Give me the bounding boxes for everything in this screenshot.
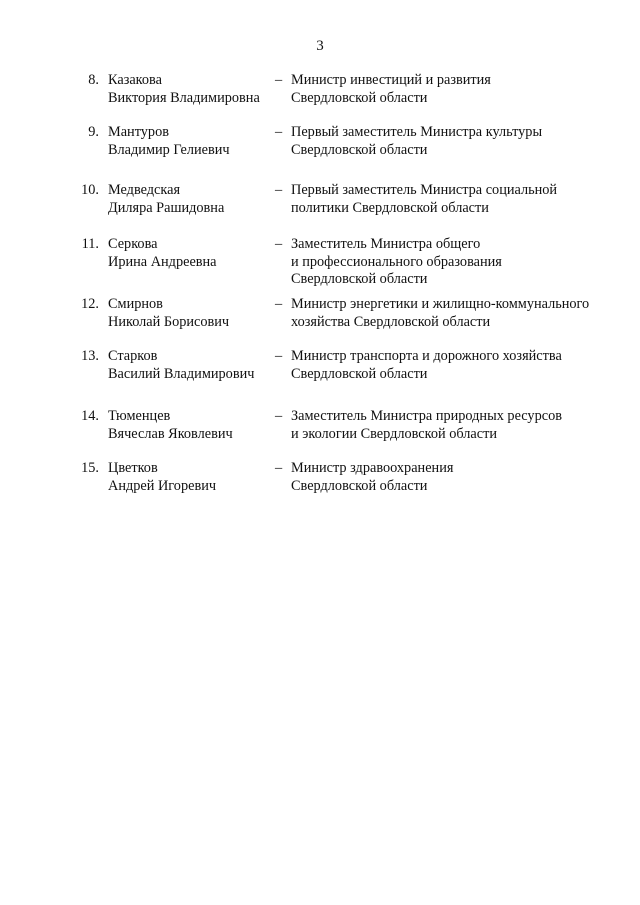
position-line: хозяйства Свердловской области (291, 313, 491, 330)
position-title (291, 124, 631, 159)
position-line: Свердловской области (291, 89, 428, 106)
position-line: Свердловской области (291, 477, 428, 494)
person-name (108, 296, 273, 331)
position-line: Министр транспорта и дорожного хозяйства (291, 348, 562, 364)
surname: Медведская (108, 182, 181, 198)
person-name (108, 124, 273, 159)
list-item (0, 296, 640, 331)
separator-dash: – (275, 124, 283, 140)
surname: Тюменцев (108, 408, 171, 424)
surname: Смирнов (108, 296, 163, 312)
surname: Казакова (108, 72, 162, 88)
position-title (291, 460, 631, 495)
position-line: Первый заместитель Министра культуры (291, 124, 543, 140)
position-line: Свердловской области (291, 271, 428, 288)
separator-dash: – (275, 236, 283, 252)
list-item (0, 236, 640, 289)
separator-dash: – (275, 72, 283, 88)
given-names: Владимир Гелиевич (108, 141, 230, 158)
position-line: Министр инвестиций и развития (291, 72, 491, 88)
position-line: Первый заместитель Министра социальной (291, 182, 558, 198)
given-names: Андрей Игоревич (108, 477, 217, 494)
item-number: 10. (81, 182, 99, 198)
person-name (108, 408, 273, 443)
item-number: 14. (81, 408, 99, 424)
surname: Мантуров (108, 124, 169, 140)
separator-dash: – (275, 460, 283, 476)
position-title (291, 408, 631, 443)
position-title (291, 182, 631, 217)
surname: Старков (108, 348, 158, 364)
position-line: Свердловской области (291, 365, 428, 382)
page-number: 3 (316, 38, 324, 54)
list-item (0, 408, 640, 443)
position-line: Заместитель Министра общего (291, 236, 481, 252)
person-name (108, 460, 273, 495)
item-number: 12. (81, 296, 99, 312)
position-title (291, 72, 631, 107)
given-names: Николай Борисович (108, 313, 230, 330)
person-name (108, 72, 273, 107)
position-line: политики Свердловской области (291, 199, 489, 216)
given-names: Вячеслав Яковлевич (108, 425, 233, 442)
person-name (108, 182, 273, 217)
given-names: Ирина Андреевна (108, 253, 217, 270)
given-names: Василий Владимирович (108, 365, 255, 382)
item-number: 13. (81, 348, 99, 364)
list-item (0, 182, 640, 217)
position-line: Заместитель Министра природных ресурсов (291, 408, 562, 424)
list-item (0, 124, 640, 159)
separator-dash: – (275, 408, 283, 424)
list-item (0, 348, 640, 383)
position-title (291, 296, 631, 331)
separator-dash: – (275, 348, 283, 364)
list-item (0, 72, 640, 107)
list-item (0, 460, 640, 495)
item-number: 15. (81, 460, 99, 476)
given-names: Виктория Владимировна (108, 89, 260, 106)
surname: Цветков (108, 460, 158, 476)
position-line: Министр энергетики и жилищно-коммунального (291, 296, 590, 312)
person-name (108, 236, 273, 271)
item-number: 11. (81, 236, 99, 252)
position-line: и профессионального образования (291, 253, 502, 270)
position-title (291, 348, 631, 383)
given-names: Диляра Рашидовна (108, 199, 225, 216)
surname: Серкова (108, 236, 158, 252)
person-name (108, 348, 273, 383)
separator-dash: – (275, 296, 283, 312)
position-line: Министр здравоохранения (291, 460, 454, 476)
position-line: и экологии Свердловской области (291, 425, 498, 442)
item-number: 8. (88, 72, 99, 88)
position-title (291, 236, 631, 289)
separator-dash: – (275, 182, 283, 198)
item-number: 9. (88, 124, 99, 140)
position-line: Свердловской области (291, 141, 428, 158)
